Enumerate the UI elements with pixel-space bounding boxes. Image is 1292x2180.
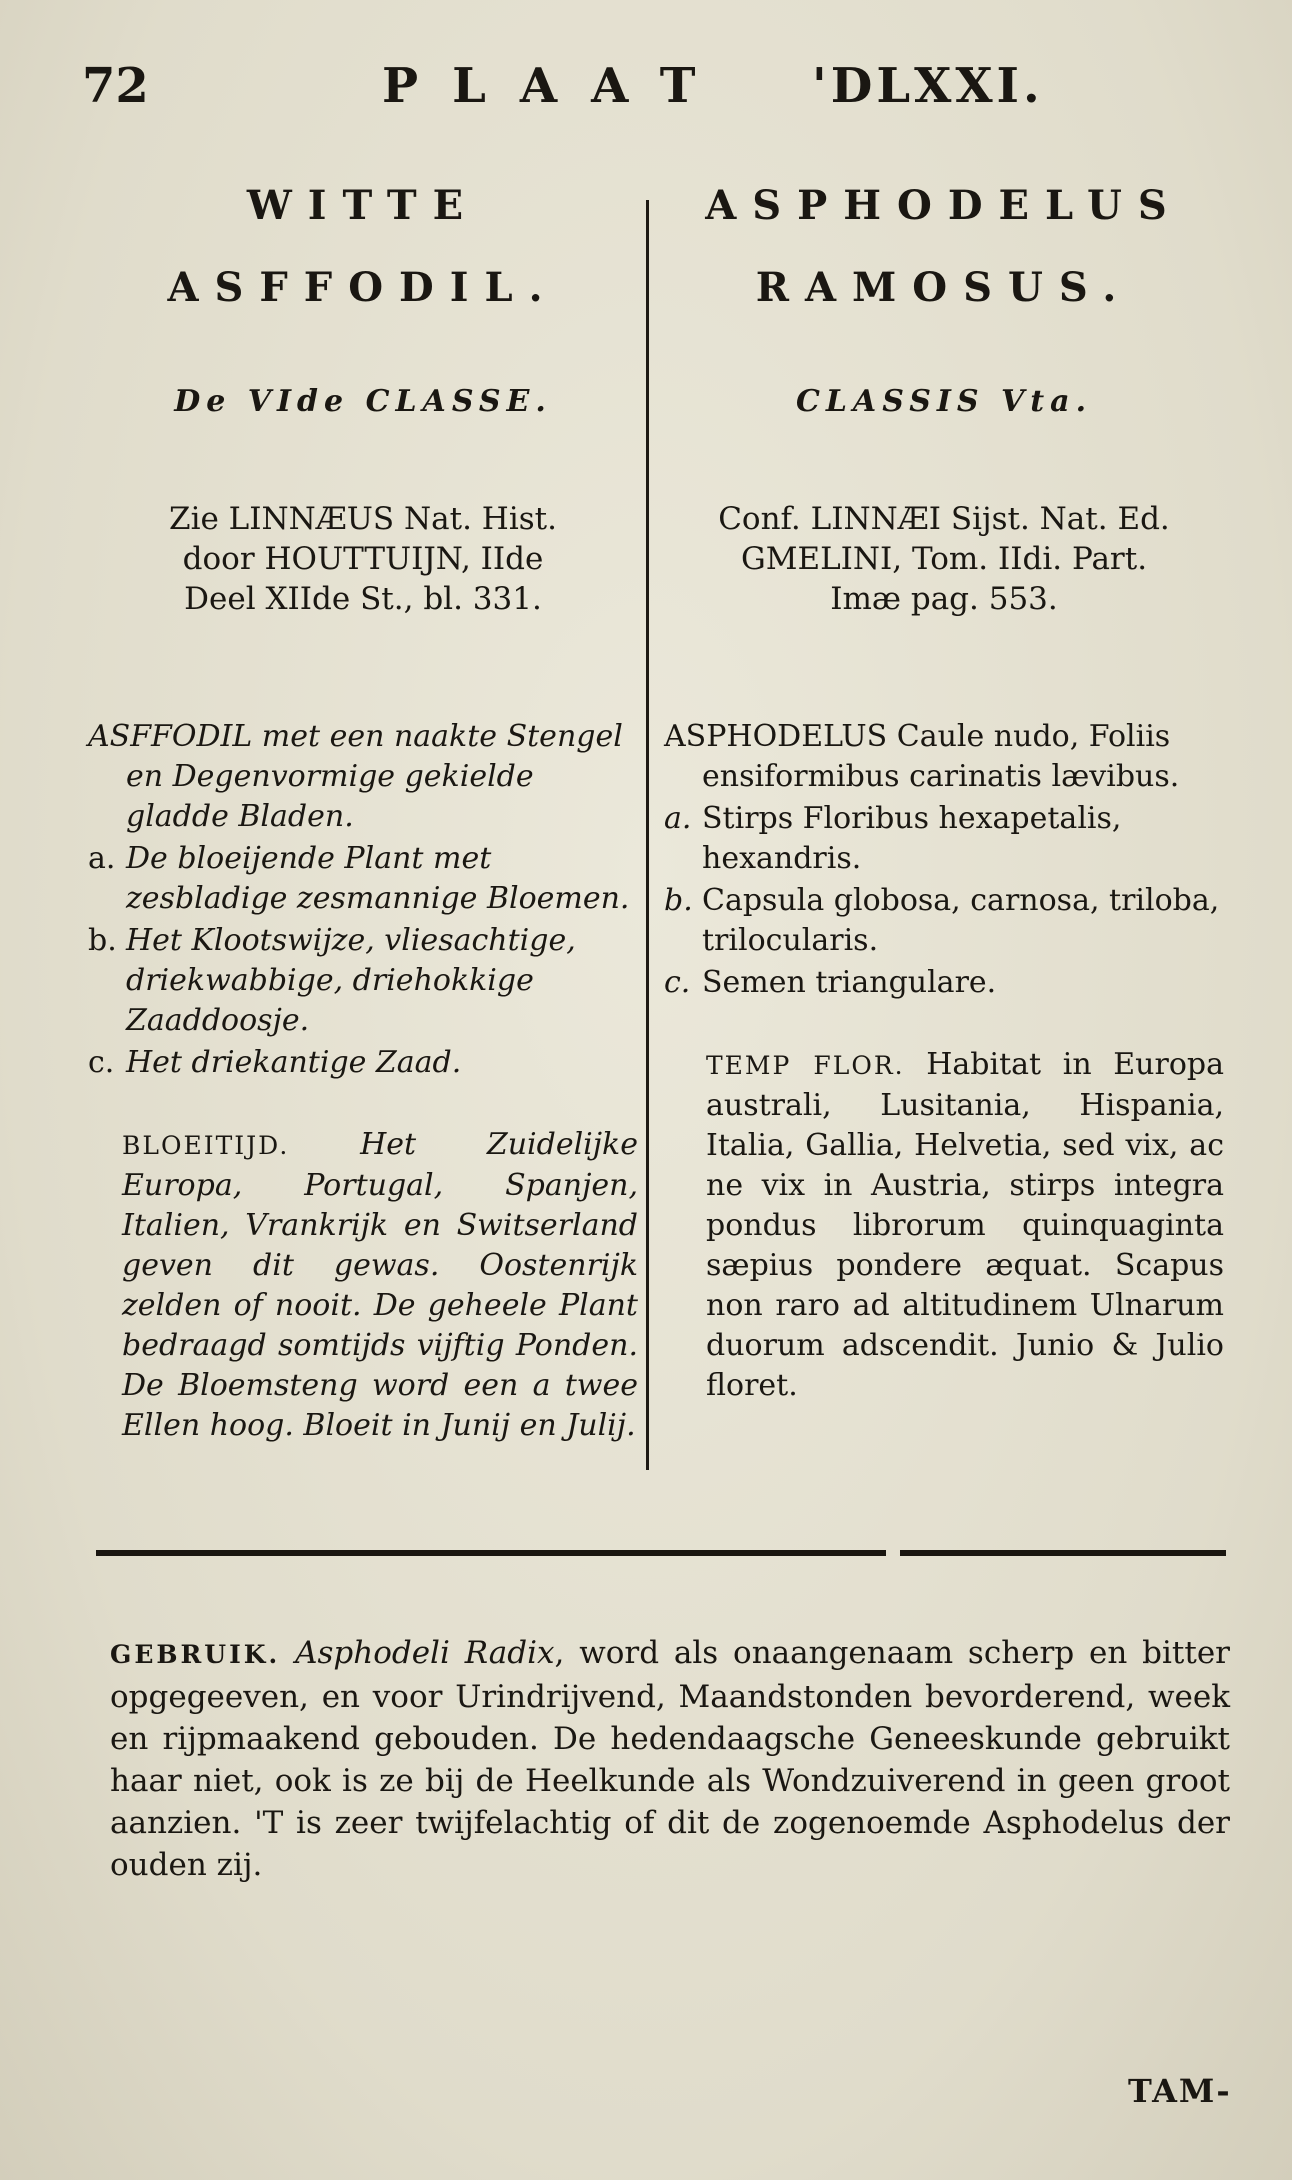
- item-text: Het Klootswijze, vliesachtige, driekwabbige, driehokkige Zaaddoosje.: [126, 923, 576, 1038]
- list-item: [88, 839, 638, 919]
- gebruik-paragraph: [110, 1632, 1230, 1886]
- page-number: 72: [82, 58, 149, 114]
- temp-flor-label: TEMP FLOR.: [706, 1051, 905, 1080]
- dutch-column: [88, 180, 638, 1446]
- catchword: TAM-: [1128, 2072, 1232, 2110]
- item-marker: c.: [664, 965, 691, 1000]
- column-divider: [646, 200, 649, 1470]
- latin-description-main: ASPHODELUS Caule nudo, Foliis ensiformibus carinatis lævibus.: [664, 719, 1180, 794]
- list-item: [88, 1043, 638, 1083]
- dutch-title-line2: ASFFODIL.: [167, 264, 559, 311]
- bloeitijd-label: BLOEITIJD.: [122, 1131, 290, 1160]
- gebruik-text: , word als onaangenaam scherp en bitter opgegeeven, en voor Urindrijvend, Maandstonden bevorderend, week en rijpmaakend gebouden. De hedendaagsche Geneeskunde gebruikt haar niet, ook is ze bij de Heelkunde als Wondzuiverend in geen groot aanzien. 'T is zeer twijfelachtig of dit de zogenoemde Asphodelus der ouden zij.: [110, 1635, 1230, 1883]
- latin-title-line2: RAMOSUS.: [755, 264, 1133, 311]
- dutch-bloeitijd: [88, 1125, 638, 1446]
- latin-reference: [664, 499, 1224, 619]
- reference-line: Conf. LINNÆI Sijst. Nat. Ed.: [718, 501, 1170, 537]
- item-marker: c.: [88, 1045, 115, 1080]
- horizontal-rule: [900, 1550, 1226, 1556]
- list-item: [664, 963, 1224, 1003]
- dutch-description-main: ASFFODIL met een naakte Stengel en Degenvormige gekielde gladde Bladen.: [88, 719, 623, 834]
- latin-column: [664, 180, 1224, 1406]
- item-marker: b.: [664, 883, 693, 918]
- item-text: De bloeijende Plant met zesbladige zesmannige Bloemen.: [126, 841, 630, 916]
- latin-description: [664, 717, 1224, 1003]
- bloeitijd-text: Het Zuidelijke Europa, Portugal, Spanjen, Italien, Vrankrijk en Switserland geven dit gewas. Oostenrijk zelden of nooit. De geheele Plant bedraagd somtijds vijftig Ponden. De Bloemsteng word een a twee Ellen hoog. Bloeit in Junij en Julij.: [122, 1127, 638, 1443]
- reference-line: Imæ pag. 553.: [830, 581, 1058, 617]
- reference-line: Zie LINNÆUS Nat. Hist.: [169, 501, 557, 537]
- list-item: [88, 921, 638, 1041]
- latin-title-line1: ASPHODELUS: [705, 182, 1183, 229]
- list-item: [664, 881, 1224, 961]
- item-text: Semen triangulare.: [702, 965, 997, 1000]
- gebruik-label: GEBRUIK.: [110, 1640, 281, 1669]
- dutch-classe: De VIde CLASSE.: [174, 384, 552, 419]
- item-marker: a.: [664, 801, 692, 836]
- plate-label: PLAAT: [382, 58, 730, 114]
- item-marker: b.: [88, 923, 117, 958]
- item-text: Het driekantige Zaad.: [126, 1045, 462, 1080]
- latin-temp-flor: [664, 1045, 1224, 1406]
- gebruik-term: Asphodeli Radix: [295, 1635, 555, 1671]
- list-item: [664, 799, 1224, 879]
- plate-number: 'DLXXI.: [812, 58, 1044, 114]
- page-header: [82, 58, 1212, 128]
- item-marker: a.: [88, 841, 116, 876]
- reference-line: Deel XIIde St., bl. 331.: [184, 581, 542, 617]
- dutch-description: [88, 717, 638, 1083]
- horizontal-rule: [96, 1550, 886, 1556]
- item-text: Stirps Floribus hexapetalis, hexandris.: [702, 801, 1122, 876]
- reference-line: door HOUTTUIJN, IIde: [182, 541, 544, 577]
- dutch-title-line1: WITTE: [246, 182, 480, 229]
- reference-line: GMELINI, Tom. IIdi. Part.: [740, 541, 1148, 577]
- temp-flor-text: Habitat in Europa australi, Lusitania, Hispania, Italia, Gallia, Helvetia, sed vix, ac ne vix in Austria, stirps integra pondus librorum quinquaginta sæpius pondere æquat. Scapus non raro ad altitudinem Ulnarum duorum adscendit. Junio & Julio floret.: [706, 1047, 1224, 1403]
- latin-classis: CLASSIS Vta.: [795, 384, 1093, 419]
- item-text: Capsula globosa, carnosa, triloba, trilocularis.: [702, 883, 1220, 958]
- dutch-reference: [88, 499, 638, 619]
